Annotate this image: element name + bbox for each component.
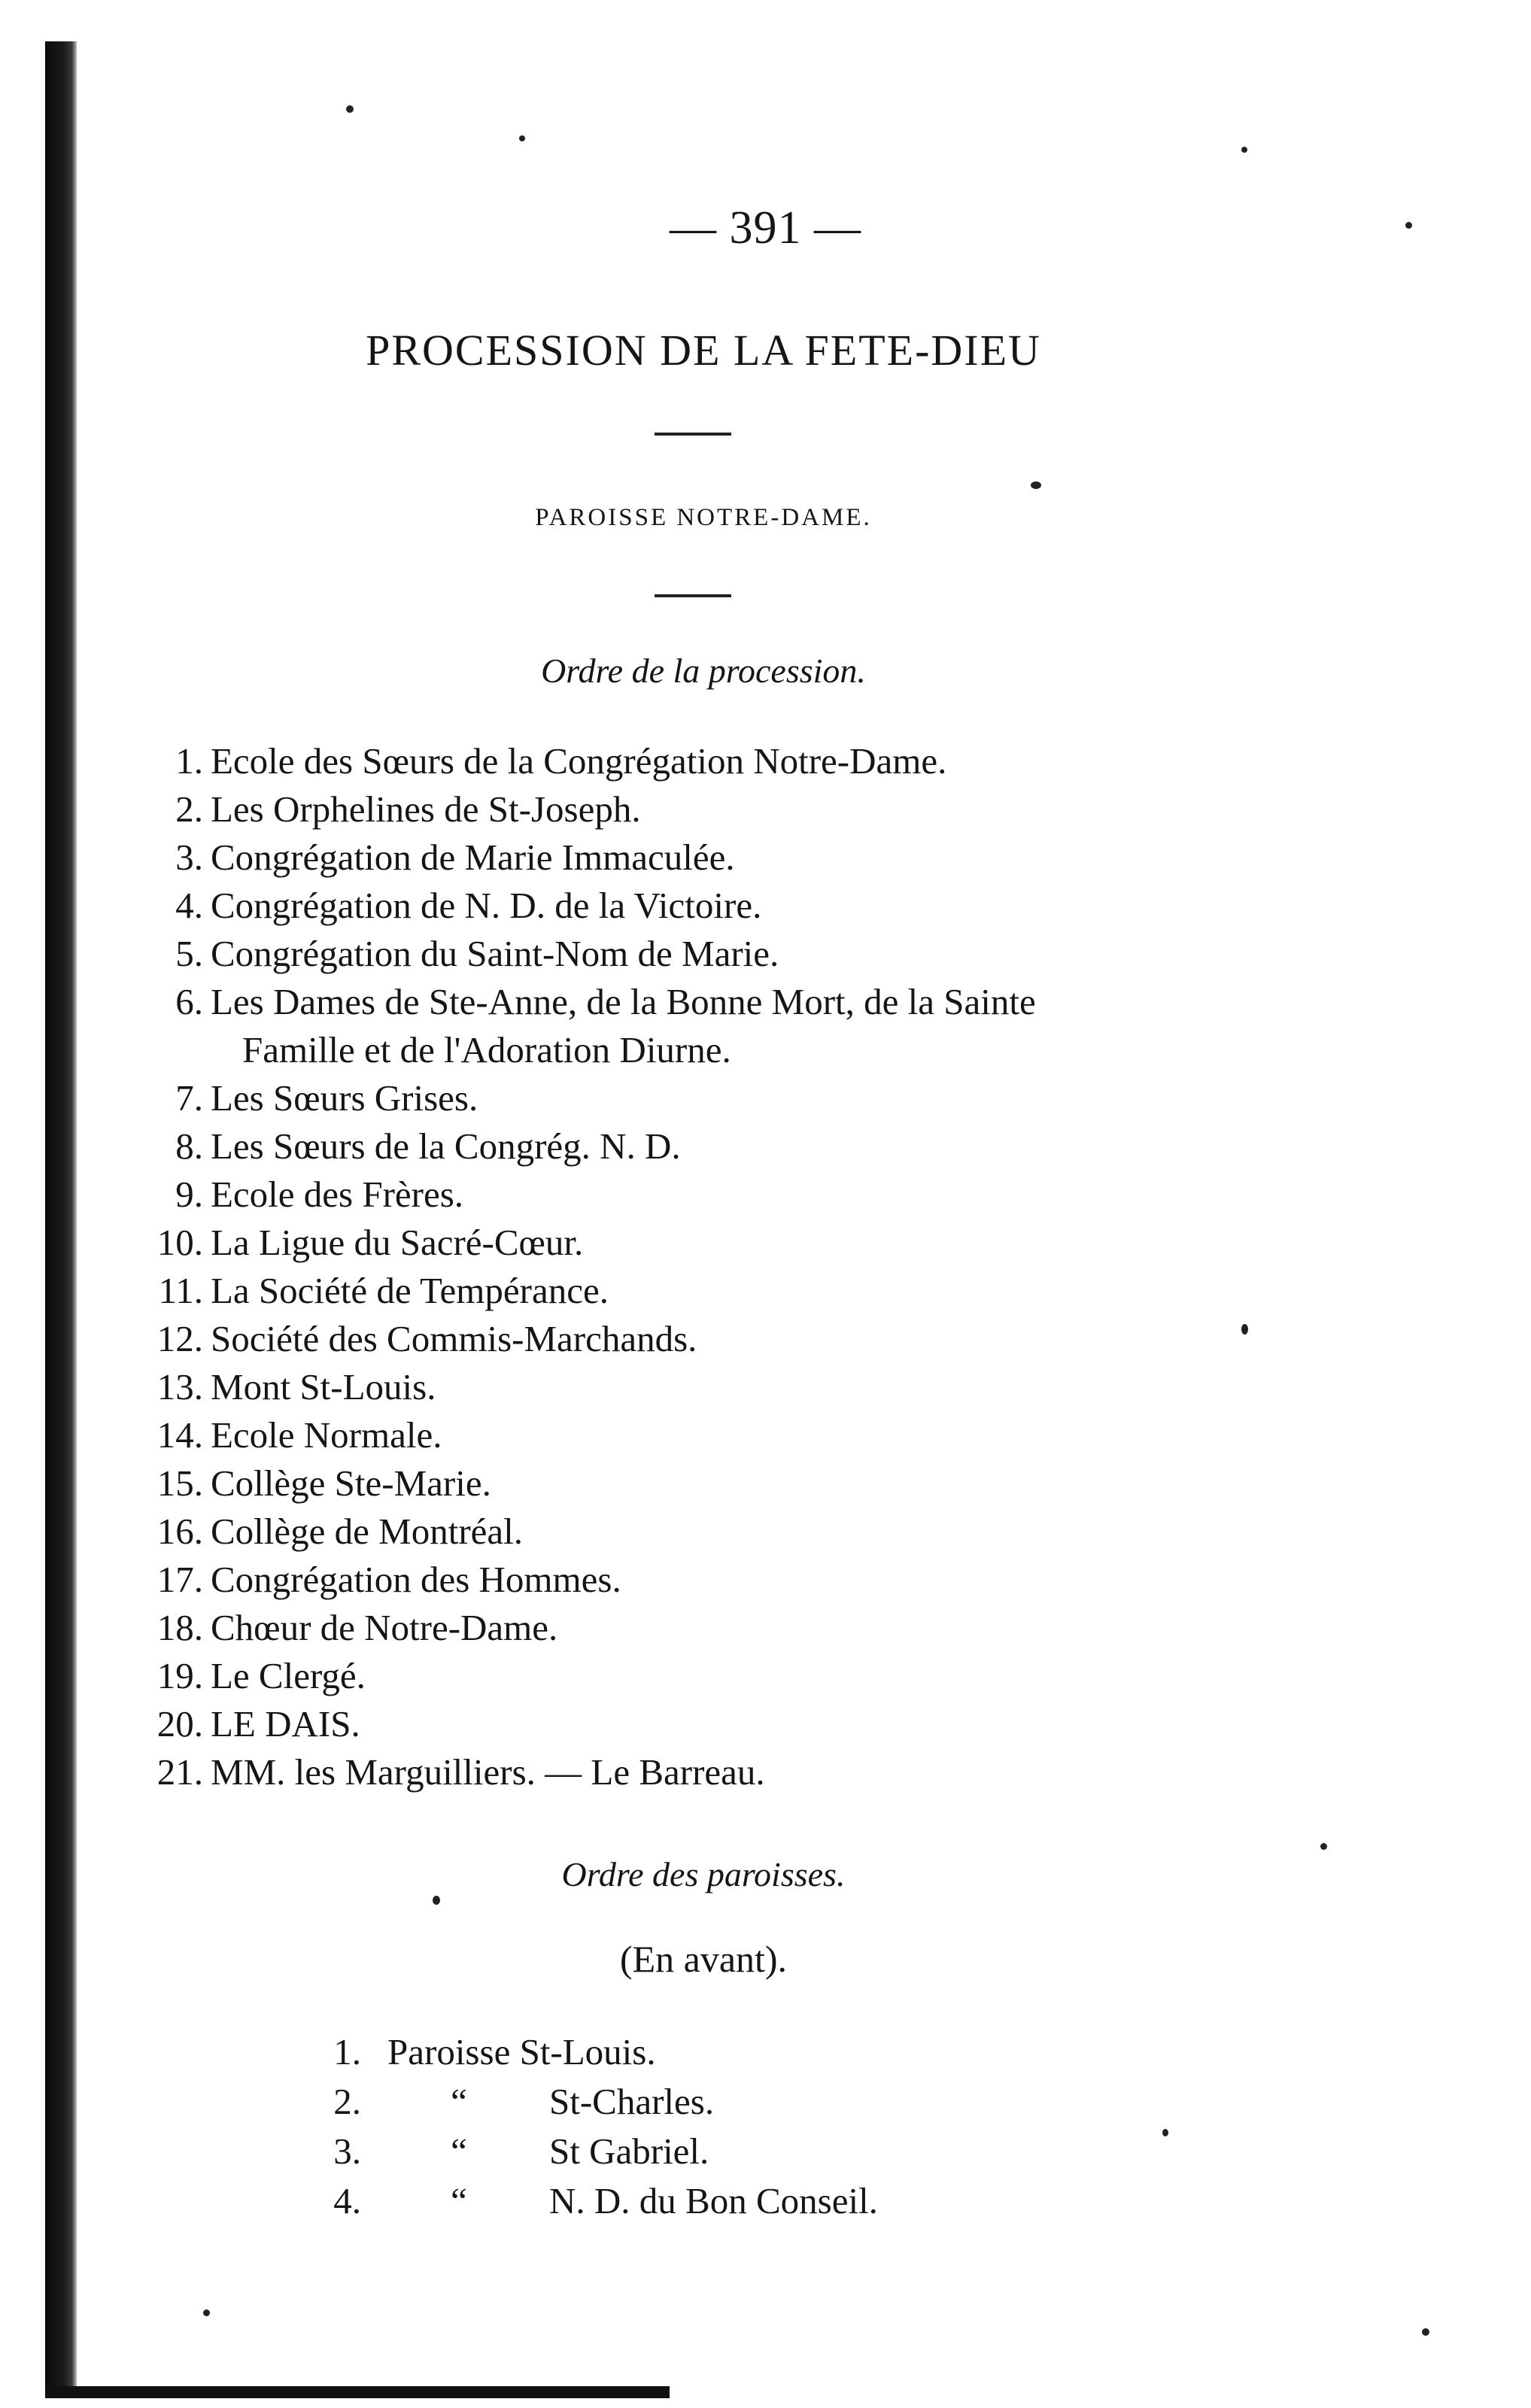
page-title: PROCESSION DE LA FETE-DIEU: [366, 326, 1041, 375]
item-text: Société des Commis-Marchands.: [211, 1318, 697, 1359]
parish-number: 1.: [333, 2031, 361, 2072]
list-item: [150, 930, 1429, 978]
procession-list: [150, 737, 1429, 1796]
list-item: [150, 1556, 1429, 1604]
parishes-order-heading: Ordre des paroisses.: [561, 1855, 846, 1893]
item-number: 15.: [156, 1462, 203, 1504]
scan-speck: [1031, 481, 1041, 489]
item-text-continuation: Famille et de l'Adoration Diurne.: [242, 1029, 731, 1070]
item-number: 20.: [156, 1703, 203, 1745]
item-text-block: [211, 978, 1286, 1074]
list-item: [150, 1363, 1429, 1411]
item-number: 11.: [158, 1270, 203, 1311]
item-number: 18.: [156, 1607, 203, 1648]
en-avant-note: (En avant).: [619, 1938, 788, 1980]
ditto-mark: “: [451, 2130, 467, 2172]
list-item: [150, 1219, 1429, 1267]
scan-speck: [519, 135, 525, 141]
scan-speck: [203, 2309, 210, 2316]
list-item: [150, 1411, 1429, 1459]
item-text: Congrégation du Saint-Nom de Marie.: [211, 933, 779, 974]
scan-speck: [433, 1896, 440, 1905]
item-text: Collège de Montréal.: [211, 1511, 524, 1552]
item-text: Les Sœurs de la Congrég. N. D.: [211, 1125, 681, 1167]
item-number: 2.: [175, 788, 203, 830]
item-text: Les Sœurs Grises.: [211, 1077, 478, 1119]
procession-order-heading: Ordre de la procession.: [541, 651, 866, 690]
item-number: 21.: [156, 1751, 203, 1793]
ditto-mark: “: [451, 2180, 467, 2221]
subtitle-divider: [655, 594, 731, 597]
item-text: Congrégation de N. D. de la Victoire.: [211, 885, 762, 926]
item-number: 7.: [175, 1077, 203, 1119]
list-item: [150, 834, 1429, 882]
list-item: [150, 1459, 1429, 1508]
list-item: [150, 1508, 1429, 1556]
scan-speck: [1241, 147, 1247, 153]
parish-row: [301, 2077, 1354, 2127]
item-text: Congrégation de Marie Immaculée.: [211, 837, 735, 878]
item-number: 17.: [156, 1559, 203, 1600]
item-text: La Société de Tempérance.: [211, 1270, 609, 1311]
list-item: [150, 737, 1429, 785]
item-number: 8.: [175, 1125, 203, 1167]
parish-subtitle: PAROISSE NOTRE-DAME.: [535, 504, 872, 531]
title-divider: [655, 433, 731, 436]
list-item: [150, 1748, 1429, 1796]
item-number: 12.: [156, 1318, 203, 1359]
item-text: Ecole des Sœurs de la Congrégation Notre-Dame.: [211, 740, 947, 782]
list-item: [150, 978, 1429, 1074]
list-item: [150, 1604, 1429, 1652]
item-number: 19.: [156, 1655, 203, 1696]
parish-number: 2.: [333, 2081, 361, 2122]
item-number: 14.: [156, 1414, 203, 1456]
parish-name: St Gabriel.: [549, 2130, 709, 2172]
item-text: MM. les Marguilliers. — Le Barreau.: [211, 1751, 765, 1793]
list-item: [150, 785, 1429, 834]
list-item: [150, 1700, 1429, 1748]
item-text: Mont St-Louis.: [211, 1366, 436, 1407]
item-text: Congrégation des Hommes.: [211, 1559, 621, 1600]
item-text: LE DAIS.: [211, 1703, 360, 1745]
item-number: 3.: [175, 837, 203, 878]
item-number: 13.: [156, 1366, 203, 1407]
list-item: [150, 1122, 1429, 1171]
item-number: 9.: [175, 1174, 203, 1215]
list-item: [150, 1171, 1429, 1219]
list-item: [150, 1267, 1429, 1315]
item-number: 1.: [175, 740, 203, 782]
parish-number: 3.: [333, 2130, 361, 2172]
ditto-mark: “: [451, 2081, 467, 2122]
scan-speck: [346, 105, 354, 113]
item-number: 10.: [156, 1222, 203, 1263]
item-text: Ecole Normale.: [211, 1414, 442, 1456]
item-text: Les Dames de Ste-Anne, de la Bonne Mort, de la Sainte: [211, 981, 1036, 1022]
item-text: Ecole des Frères.: [211, 1174, 464, 1215]
page-number: — 391 —: [670, 202, 861, 254]
item-number: 6.: [175, 981, 203, 1022]
parish-list: [301, 2027, 1354, 2226]
list-item: [150, 1315, 1429, 1363]
list-item: [150, 882, 1429, 930]
item-text: Chœur de Notre-Dame.: [211, 1607, 558, 1648]
scan-speck: [1422, 2328, 1429, 2336]
item-number: 5.: [175, 933, 203, 974]
scan-speck: [1320, 1843, 1327, 1850]
list-item: [150, 1074, 1429, 1122]
parish-row: [301, 2176, 1354, 2226]
parish-name: Paroisse St-Louis.: [387, 2031, 656, 2072]
binding-edge: [45, 41, 77, 2396]
parish-name: St-Charles.: [549, 2081, 715, 2122]
page-bottom-edge: [45, 2386, 670, 2398]
item-number: 4.: [175, 885, 203, 926]
parish-name: N. D. du Bon Conseil.: [549, 2180, 878, 2221]
parish-number: 4.: [333, 2180, 361, 2221]
item-text: Le Clergé.: [211, 1655, 366, 1696]
item-text: La Ligue du Sacré-Cœur.: [211, 1222, 584, 1263]
list-item: [150, 1652, 1429, 1700]
item-text: Collège Ste-Marie.: [211, 1462, 491, 1504]
item-text: Les Orphelines de St-Joseph.: [211, 788, 641, 830]
parish-row: [301, 2027, 1354, 2077]
item-number: 16.: [156, 1511, 203, 1552]
parish-row: [301, 2127, 1354, 2176]
